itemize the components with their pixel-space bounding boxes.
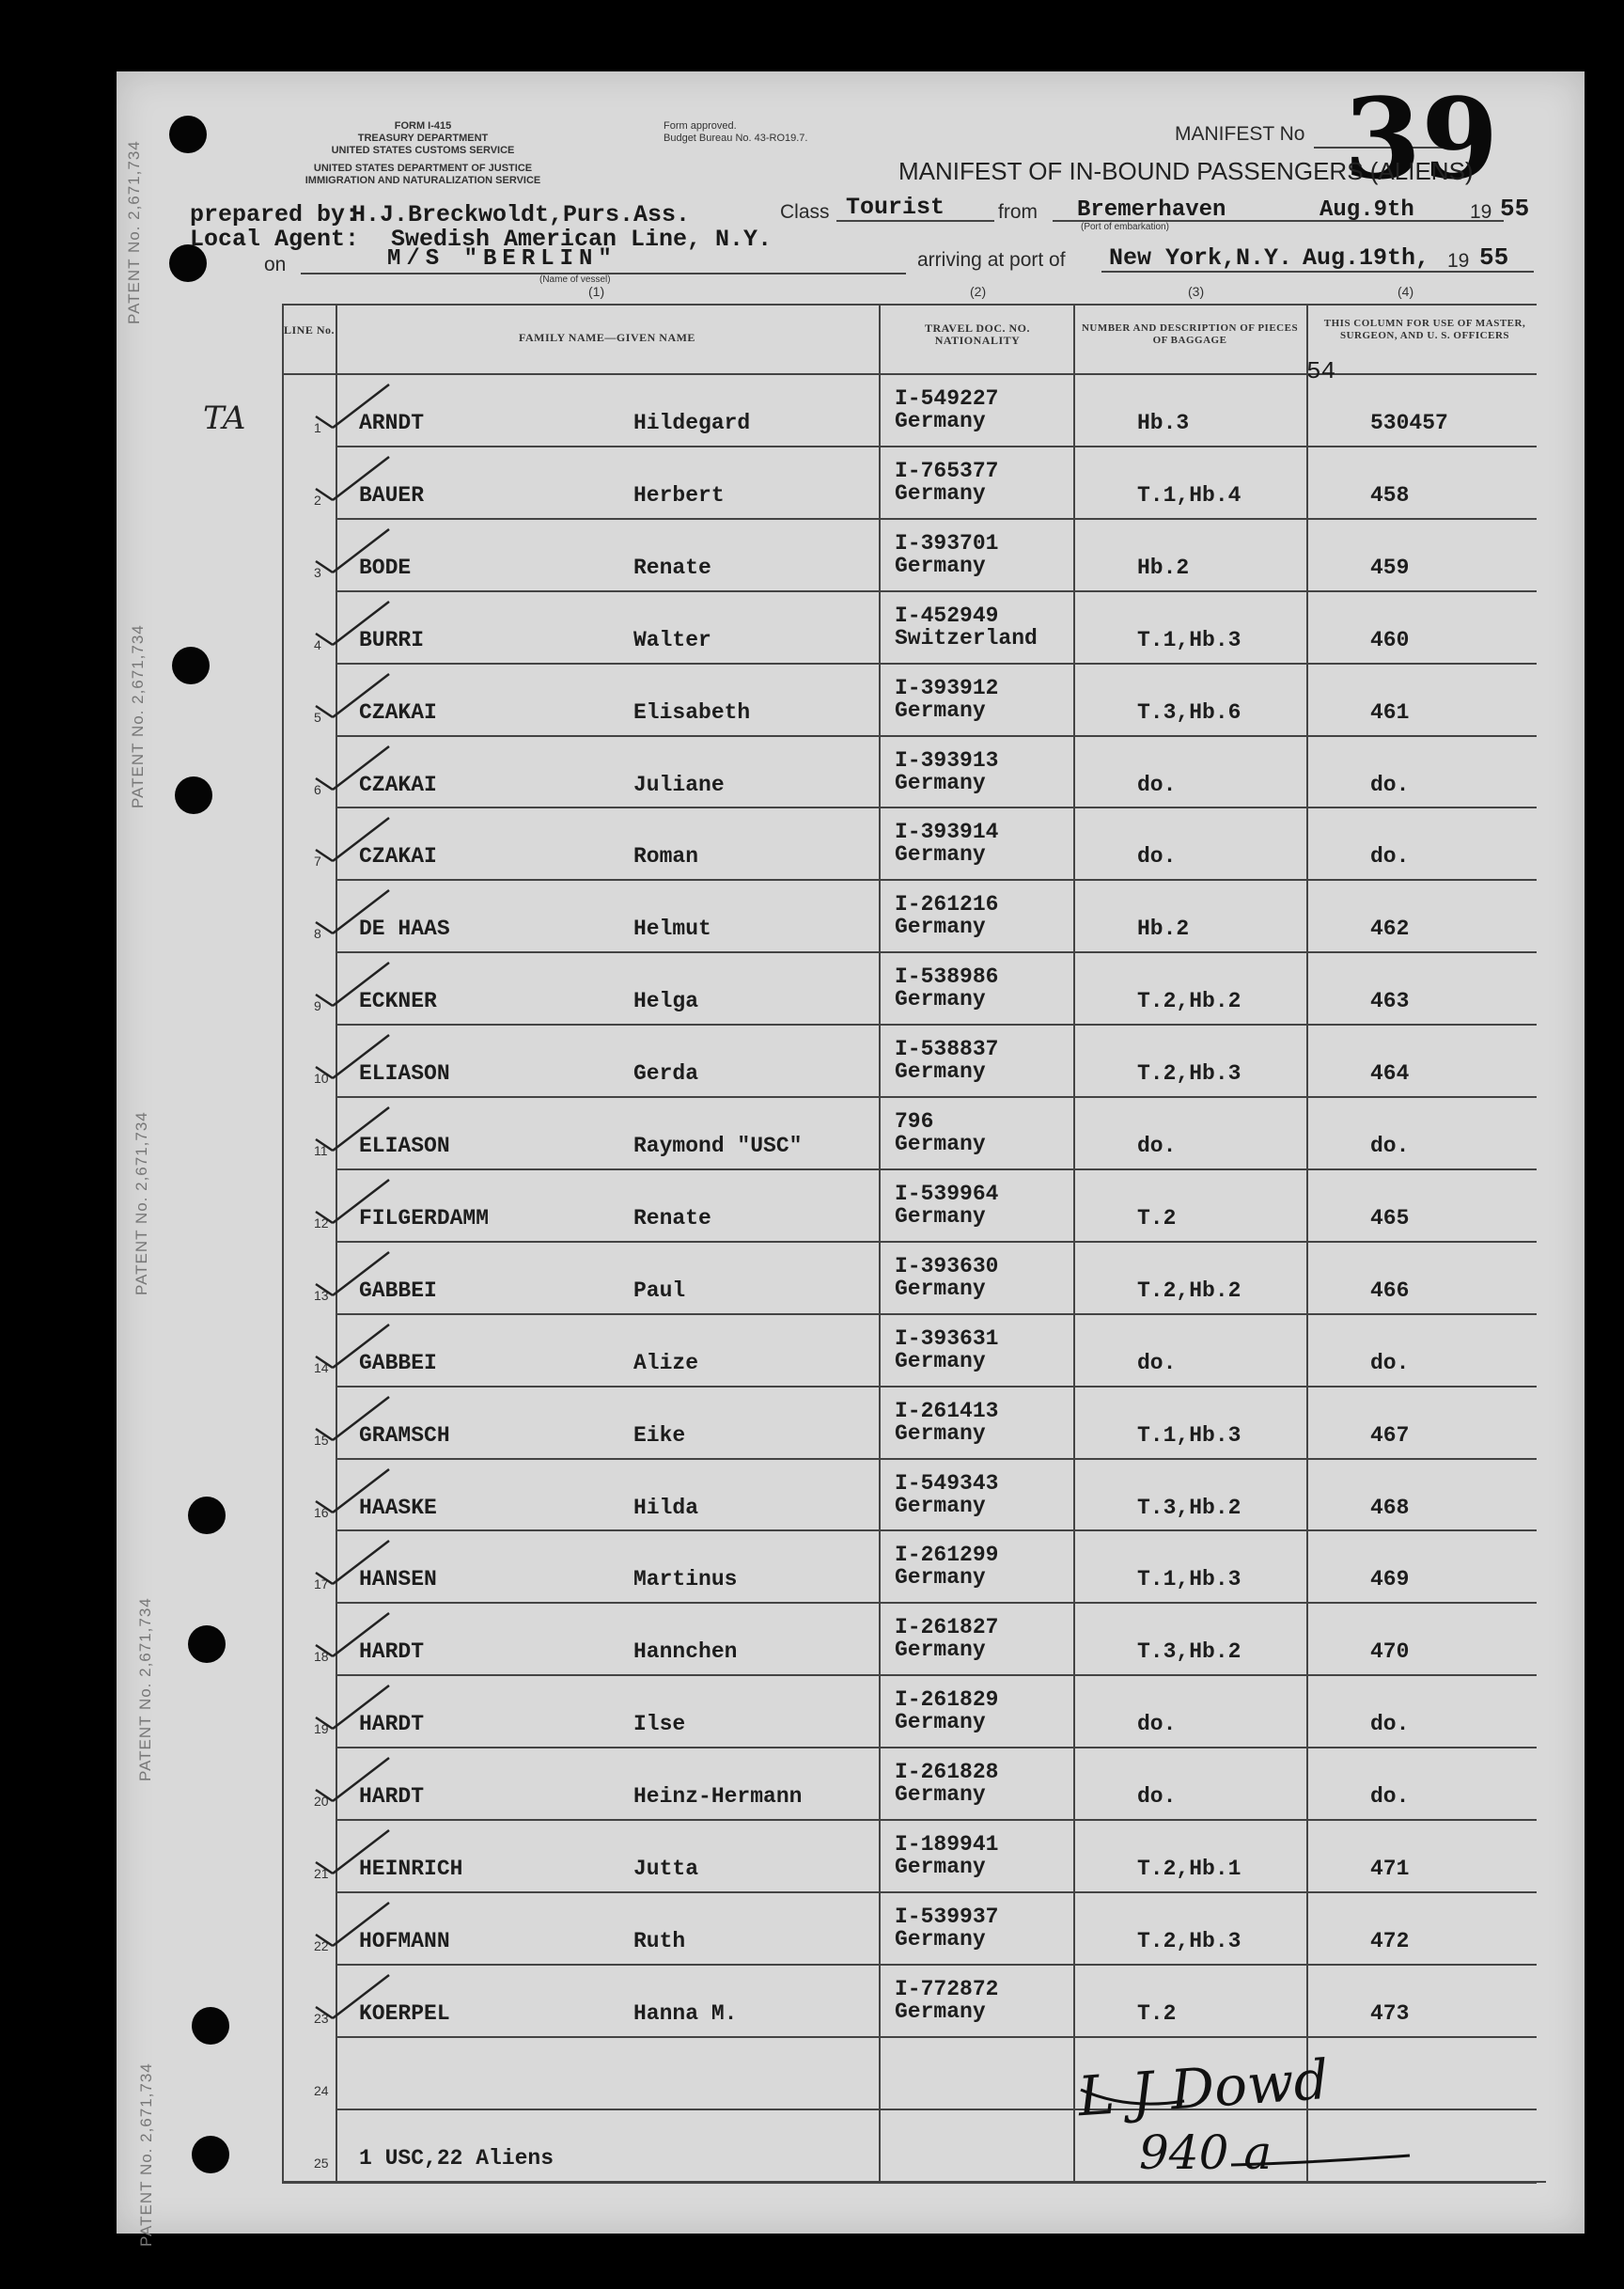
nationality: Switzerland	[895, 625, 1038, 651]
travel-doc-number: I-393912	[895, 675, 999, 700]
nationality: Germany	[895, 1565, 986, 1591]
baggage: T.2,Hb.3	[1137, 1061, 1241, 1087]
check-stroke	[316, 1830, 389, 1874]
given-name: Helmut	[633, 917, 711, 942]
baggage: do.	[1137, 1712, 1177, 1737]
baggage: Hb.2	[1137, 555, 1190, 580]
check-mark	[310, 1029, 395, 1086]
check-mark	[310, 812, 395, 869]
nationality: Germany	[895, 1420, 986, 1446]
nationality: Germany	[895, 1276, 986, 1301]
line-number: 16	[314, 1504, 329, 1520]
patent-stamp: PATENT No. 2,671,734	[137, 2062, 155, 2247]
given-name: Paul	[633, 1278, 686, 1303]
line-number: 1	[314, 420, 321, 435]
officer-number: do.	[1370, 844, 1410, 870]
on-label: on	[264, 254, 287, 275]
baggage: T.1,Hb.3	[1137, 1422, 1241, 1448]
check-stroke	[316, 1180, 389, 1223]
nationality: Germany	[895, 1710, 986, 1735]
given-name: Gerda	[633, 1061, 699, 1087]
nationality: Germany	[895, 770, 986, 795]
line-number: 17	[314, 1576, 329, 1592]
travel-doc-number: I-539937	[895, 1904, 999, 1929]
baggage: T.2,Hb.2	[1137, 1278, 1241, 1303]
column-marker: (2)	[970, 284, 987, 299]
baggage: do.	[1137, 1784, 1177, 1810]
family-name: KOERPEL	[359, 2000, 450, 2026]
officer-number: 459	[1370, 555, 1410, 580]
travel-doc-number: I-189941	[895, 1832, 999, 1857]
given-name: Raymond "USC"	[633, 1134, 803, 1158]
officer-number: 466	[1370, 1278, 1410, 1303]
nationality: Germany	[895, 1926, 986, 1952]
line-number: 20	[314, 1794, 329, 1810]
family-name: HARDT	[359, 1639, 425, 1665]
travel-doc-number: I-261827	[895, 1615, 999, 1640]
check-mark	[310, 1319, 395, 1375]
line-number: 19	[314, 1721, 329, 1737]
officer-signature	[1071, 2045, 1447, 2186]
header-travel-doc: TRAVEL DOC. NO. NATIONALITY	[925, 321, 1030, 347]
given-name: Herbert	[633, 482, 725, 508]
travel-doc-number: I-393914	[895, 820, 999, 845]
travel-doc-number: I-772872	[895, 1976, 999, 2001]
row-rule	[336, 1964, 1537, 1966]
check-mark	[310, 1174, 395, 1231]
nationality: Germany	[895, 1348, 986, 1373]
check-stroke	[316, 1903, 389, 1946]
given-name: Eike	[633, 1422, 686, 1448]
arrival-year: 55	[1479, 243, 1509, 272]
line-number: 24	[314, 2082, 329, 2098]
check-stroke	[316, 1469, 389, 1513]
row-rule	[336, 1891, 1537, 1893]
family-name: HARDT	[359, 1712, 425, 1737]
baggage: Hb.3	[1137, 411, 1190, 435]
given-name: Helga	[633, 989, 699, 1014]
check-stroke	[316, 602, 389, 645]
baggage: do.	[1137, 1350, 1177, 1375]
check-stroke	[316, 1758, 389, 1801]
check-stroke	[316, 963, 389, 1006]
check-stroke	[316, 1685, 389, 1729]
row-rule	[336, 1747, 1537, 1748]
given-name: Jutta	[633, 1857, 699, 1881]
family-name: HEINRICH	[359, 1857, 463, 1881]
row-rule	[336, 807, 1537, 808]
nationality: Germany	[895, 553, 986, 578]
family-name: HOFMANN	[359, 1928, 450, 1953]
officer-number: 465	[1370, 1205, 1410, 1231]
row-rule	[336, 1819, 1537, 1821]
check-mark	[310, 1535, 395, 1591]
line-number: 12	[314, 1215, 329, 1231]
handwritten-note-54: 54	[1306, 357, 1336, 385]
line-number: 5	[314, 709, 321, 725]
local-agent-label: Local Agent:	[190, 226, 360, 253]
check-mark	[310, 957, 395, 1013]
nationality: Germany	[895, 842, 986, 868]
patent-stamp: PATENT No. 2,671,734	[129, 624, 147, 808]
nationality: Germany	[895, 1132, 986, 1156]
nationality: Germany	[895, 1782, 986, 1808]
check-mark	[310, 451, 395, 508]
line-number: 10	[314, 1071, 329, 1087]
check-stroke	[316, 1613, 389, 1656]
baggage: Hb.2	[1137, 917, 1190, 942]
line-number: 2	[314, 492, 321, 508]
travel-doc-number: I-765377	[895, 458, 999, 483]
check-mark	[310, 1752, 395, 1809]
column-marker: (4)	[1398, 284, 1414, 299]
family-name: ARNDT	[359, 411, 425, 435]
officer-number: 464	[1370, 1061, 1410, 1087]
row-rule	[336, 735, 1537, 737]
family-name: DE HAAS	[359, 917, 450, 942]
row-rule	[336, 1529, 1537, 1531]
form-approved: Form approved.	[664, 120, 737, 132]
travel-doc-number: I-393913	[895, 747, 999, 773]
check-mark	[310, 1897, 395, 1953]
line-number: 14	[314, 1359, 329, 1375]
header-name: FAMILY NAME—GIVEN NAME	[519, 331, 695, 344]
margin-note-ta	[199, 393, 274, 440]
travel-doc-number: I-393701	[895, 530, 999, 556]
nationality: Germany	[895, 1493, 986, 1518]
prepared-by-label: prepared by:	[190, 201, 360, 228]
officer-number: 463	[1370, 989, 1410, 1014]
nationality: Germany	[895, 1855, 986, 1879]
prepared-by-value: H.J.Breckwoldt,Purs.Ass.	[351, 201, 691, 228]
punch-hole	[172, 647, 210, 684]
family-name: HANSEN	[359, 1567, 437, 1592]
given-name: Elisabeth	[633, 699, 751, 725]
arrival-date: Aug.19th,	[1303, 244, 1430, 272]
check-mark	[310, 1825, 395, 1881]
travel-doc-number: I-452949	[895, 603, 999, 628]
travel-doc-number: I-261216	[895, 892, 999, 917]
given-name: Hanna M.	[633, 2000, 738, 2026]
header-rule	[282, 373, 1537, 375]
officer-number: 461	[1370, 699, 1410, 725]
family-name: 1 USC,22 Aliens	[359, 2145, 554, 2171]
family-name: HAASKE	[359, 1495, 437, 1520]
nationality: Germany	[895, 915, 986, 940]
check-mark	[310, 1464, 395, 1520]
baggage: T.1,Hb.4	[1137, 482, 1241, 508]
line-number: 11	[314, 1143, 328, 1158]
officer-number: do.	[1370, 1784, 1410, 1810]
arriving-label: arriving at port of	[917, 249, 1066, 271]
check-stroke	[316, 1325, 389, 1368]
check-mark	[310, 524, 395, 580]
family-name: CZAKAI	[359, 772, 437, 797]
travel-doc-number: I-393630	[895, 1253, 999, 1278]
given-name: Juliane	[633, 772, 725, 797]
check-mark	[310, 1680, 395, 1736]
arrival-port: New York,N.Y.	[1109, 244, 1293, 272]
travel-doc-number: 796	[895, 1109, 934, 1134]
family-name: ELIASON	[359, 1134, 450, 1158]
officer-number: 460	[1370, 627, 1410, 652]
column-marker: (1)	[588, 284, 605, 299]
travel-doc-number: I-538986	[895, 964, 999, 990]
check-mark	[310, 1102, 395, 1158]
baggage: T.2,Hb.1	[1137, 1857, 1241, 1881]
patent-stamp: PATENT No. 2,671,734	[136, 1597, 154, 1781]
nationality: Germany	[895, 409, 986, 433]
family-name: GABBEI	[359, 1350, 437, 1375]
check-stroke	[316, 1541, 389, 1584]
line-number: 3	[314, 564, 321, 580]
travel-doc-number: I-539964	[895, 1181, 999, 1206]
check-stroke	[316, 1397, 389, 1440]
line-number: 18	[314, 1649, 329, 1665]
row-rule	[336, 2036, 1537, 2038]
baggage: T.2,Hb.2	[1137, 989, 1241, 1014]
row-rule	[336, 1024, 1537, 1026]
row-rule	[336, 879, 1537, 881]
patent-stamp: PATENT No. 2,671,734	[133, 1111, 150, 1295]
check-stroke	[316, 1252, 389, 1295]
punch-hole	[192, 2007, 229, 2045]
check-stroke	[316, 674, 389, 717]
margin-note-text: TA	[203, 400, 246, 437]
baggage: T.2	[1137, 1205, 1177, 1231]
from-label: from	[998, 201, 1038, 223]
departure-year: 55	[1500, 195, 1530, 223]
punch-hole	[188, 1625, 226, 1663]
line-number: 7	[314, 854, 321, 870]
signature-text: L J Dowd	[1075, 2046, 1331, 2129]
row-rule	[336, 518, 1537, 520]
travel-doc-number: I-261413	[895, 1398, 999, 1423]
row-rule	[336, 1602, 1537, 1604]
travel-doc-number: I-549227	[895, 386, 999, 411]
local-agent-value: Swedish American Line, N.Y.	[391, 226, 773, 253]
row-rule	[336, 1386, 1537, 1388]
check-stroke	[316, 1107, 389, 1151]
family-name: ELIASON	[359, 1061, 450, 1087]
baggage: do.	[1137, 1134, 1177, 1158]
family-name: CZAKAI	[359, 844, 437, 870]
officer-number: 467	[1370, 1422, 1410, 1448]
check-stroke	[316, 1035, 389, 1078]
line-number: 8	[314, 926, 321, 942]
check-mark	[310, 1969, 395, 2026]
line-number: 25	[314, 2155, 329, 2171]
embarkation-port: Bremerhaven	[1077, 197, 1226, 223]
given-name: Ilse	[633, 1712, 686, 1737]
check-mark	[310, 741, 395, 797]
embarkation-caption: (Port of embarkation)	[1081, 222, 1169, 232]
travel-doc-number: I-549343	[895, 1470, 999, 1496]
family-name: CZAKAI	[359, 699, 437, 725]
baggage: T.1,Hb.3	[1137, 1567, 1241, 1592]
family-name: HARDT	[359, 1784, 425, 1810]
baggage: T.3,Hb.2	[1137, 1639, 1241, 1665]
row-rule	[336, 1313, 1537, 1315]
officer-number: 468	[1370, 1495, 1410, 1520]
given-name: Renate	[633, 1205, 711, 1231]
given-name: Martinus	[633, 1567, 738, 1592]
nationality: Germany	[895, 1059, 986, 1085]
nationality: Germany	[895, 1638, 986, 1663]
check-mark	[310, 668, 395, 725]
check-mark	[310, 1607, 395, 1664]
immigration-service: IMMIGRATION AND NATURALIZATION SERVICE	[304, 175, 541, 186]
column-marker: (3)	[1188, 284, 1205, 299]
departure-date: Aug.9th	[1320, 197, 1414, 223]
check-stroke	[316, 1975, 389, 2018]
travel-doc-number: I-261829	[895, 1687, 999, 1713]
departure-year-prefix: 19	[1470, 201, 1492, 223]
check-mark	[310, 596, 395, 652]
row-rule	[336, 1241, 1537, 1243]
given-name: Alize	[633, 1350, 699, 1375]
form-number: FORM I-415	[394, 120, 452, 132]
check-mark	[310, 379, 395, 435]
header-baggage: NUMBER AND DESCRIPTION OF PIECES OF BAGGAGE	[1081, 322, 1299, 346]
officer-number: do.	[1370, 772, 1410, 797]
line-number: 23	[314, 2010, 329, 2026]
nationality: Germany	[895, 480, 986, 506]
line-number: 9	[314, 998, 321, 1014]
officer-number: do.	[1370, 1350, 1410, 1375]
baggage: T.3,Hb.2	[1137, 1495, 1241, 1520]
officer-number: 471	[1370, 1857, 1410, 1881]
check-stroke	[316, 818, 389, 861]
officer-number: 470	[1370, 1639, 1410, 1665]
family-name: FILGERDAMM	[359, 1205, 490, 1231]
check-stroke	[316, 384, 389, 428]
travel-doc-number: I-261299	[895, 1543, 999, 1568]
line-number: 13	[314, 1287, 329, 1303]
family-name: BAUER	[359, 482, 425, 508]
travel-doc-number: I-393631	[895, 1325, 999, 1351]
officer-number: 473	[1370, 2000, 1410, 2026]
punch-hole	[188, 1497, 226, 1534]
form-agency-block	[263, 120, 583, 187]
family-name: ECKNER	[359, 989, 437, 1014]
row-rule	[336, 1458, 1537, 1460]
nationality: Germany	[895, 1203, 986, 1229]
baggage: T.1,Hb.3	[1137, 627, 1241, 652]
manifest-no-label: MANIFEST No	[1175, 123, 1305, 145]
class-value: Tourist	[846, 194, 945, 221]
check-stroke	[316, 746, 389, 790]
line-number: 21	[314, 1866, 329, 1881]
family-name: BURRI	[359, 627, 425, 652]
officer-number: 462	[1370, 917, 1410, 942]
nationality: Germany	[895, 987, 986, 1012]
class-label: Class	[780, 201, 830, 223]
vessel-caption: (Name of vessel)	[539, 274, 611, 285]
given-name: Ruth	[633, 1928, 686, 1953]
officer-number: do.	[1370, 1712, 1410, 1737]
officer-number: 472	[1370, 1928, 1410, 1953]
patent-stamp: PATENT No. 2,671,734	[125, 140, 143, 324]
baggage: T.2	[1137, 2000, 1177, 2026]
given-name: Walter	[633, 627, 711, 652]
arrival-year-prefix: 19	[1447, 250, 1470, 272]
vessel-name: M/S "BERLIN"	[387, 246, 617, 272]
row-rule	[336, 446, 1537, 447]
justice-department: UNITED STATES DEPARTMENT OF JUSTICE	[313, 163, 533, 174]
nationality: Germany	[895, 1999, 986, 2024]
row-rule	[336, 1096, 1537, 1098]
line-number: 6	[314, 781, 321, 797]
officer-number: 469	[1370, 1567, 1410, 1592]
family-name: GRAMSCH	[359, 1422, 450, 1448]
customs-service: UNITED STATES CUSTOMS SERVICE	[331, 145, 515, 156]
signature-time: 940 a	[1139, 2125, 1273, 2180]
punch-hole	[192, 2136, 229, 2173]
given-name: Roman	[633, 844, 699, 870]
travel-doc-number: I-261828	[895, 1760, 999, 1785]
row-rule	[336, 590, 1537, 592]
check-mark	[310, 1246, 395, 1303]
family-name: GABBEI	[359, 1278, 437, 1303]
row-rule	[336, 951, 1537, 953]
budget-bureau: Budget Bureau No. 43-RO19.7.	[664, 133, 808, 144]
given-name: Hildegard	[633, 411, 751, 435]
treasury-department: TREASURY DEPARTMENT	[357, 133, 489, 144]
family-name: BODE	[359, 555, 412, 580]
line-number: 15	[314, 1432, 329, 1448]
row-rule	[336, 663, 1537, 665]
baggage: do.	[1137, 772, 1177, 797]
line-number: 4	[314, 636, 321, 652]
baggage: T.3,Hb.6	[1137, 699, 1241, 725]
nationality: Germany	[895, 698, 986, 723]
punch-hole	[175, 776, 212, 814]
manifest-title: MANIFEST OF IN-BOUND PASSENGERS (ALIENS)	[898, 157, 1474, 185]
given-name: Hilda	[633, 1495, 699, 1520]
line-number: 22	[314, 1937, 329, 1953]
header-line-no: LINE No.	[284, 323, 336, 337]
baggage: T.2,Hb.3	[1137, 1928, 1241, 1953]
check-stroke	[316, 529, 389, 572]
officer-number: 530457	[1370, 411, 1448, 435]
passenger-table	[282, 304, 1537, 2184]
given-name: Renate	[633, 555, 711, 580]
manifest-number: 39	[1344, 73, 1499, 204]
row-rule	[336, 1674, 1537, 1676]
officer-number: do.	[1370, 1134, 1410, 1158]
baggage: do.	[1137, 844, 1177, 870]
check-mark	[310, 885, 395, 941]
row-rule	[336, 1168, 1537, 1170]
travel-doc-number: I-538837	[895, 1037, 999, 1062]
punch-hole	[169, 116, 207, 153]
check-mark	[310, 1391, 395, 1448]
approval-block	[664, 120, 807, 145]
given-name: Hannchen	[633, 1639, 738, 1665]
given-name: Heinz-Hermann	[633, 1784, 803, 1810]
check-stroke	[316, 890, 389, 933]
check-stroke	[316, 457, 389, 500]
header-officers: THIS COLUMN FOR USE OF MASTER, SURGEON, AND U. S. OFFICERS	[1323, 318, 1526, 341]
officer-number: 458	[1370, 482, 1410, 508]
